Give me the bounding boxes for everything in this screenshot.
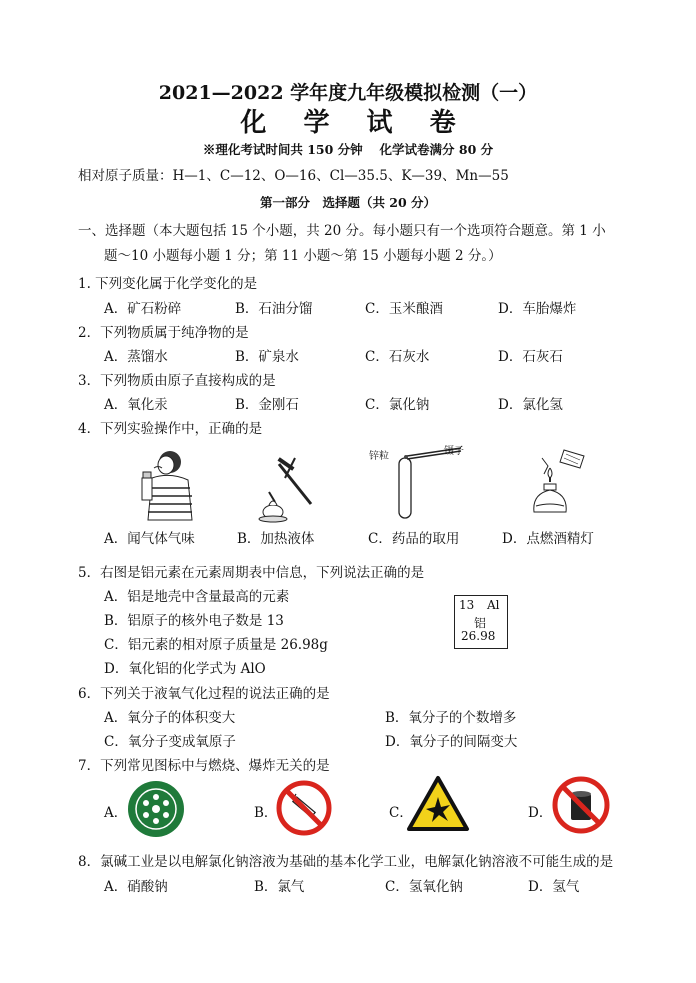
q3-option-a: A．氧化汞 [104,397,168,413]
q3-option-d: D．氯化氢 [498,397,563,413]
atomic-number: 13 [459,598,475,612]
q2-stem: 2．下列物质属于纯净物的是 [78,325,249,341]
q4-stem: 4．下列实验操作中，正确的是 [78,421,263,437]
q8-option-d: D．氢气 [528,879,580,895]
q4-option-b: B．加热液体 [237,531,315,547]
q1-stem: 1. 下列变化属于化学变化的是 [78,276,258,292]
q6-stem: 6．下列关于液氧气化过程的说法正确的是 [78,686,330,702]
heating-liquid-illustration [255,456,327,524]
q8-option-a: A．硝酸钠 [104,879,168,895]
element-symbol: Al [487,598,500,612]
q6-option-d: D．氧分子的间隔变大 [385,734,518,750]
no-smoking-icon [276,780,332,836]
q7-option-c: C． [389,805,413,821]
atomic-mass: 26.98 [461,629,496,643]
element-name: 铝 [474,616,487,630]
aluminum-periodic-cell [454,595,508,649]
q5-option-a: A．铝是地壳中含量最高的元素 [104,589,290,605]
alcohol-lamp-illustration [520,446,592,518]
q6-option-c: C．氧分子变成氧原子 [104,734,236,750]
exam-subject: 化 学 试 卷 [240,108,470,138]
q5-stem: 5．右图是铝元素在元素周期表中信息，下列说法正确的是 [78,565,425,581]
q3-stem: 3．下列物质由原子直接构成的是 [78,373,276,389]
smelling-gas-illustration [130,448,200,520]
q8-stem: 8．氯碱工业是以电解氯化钠溶液为基础的基本化学工业，电解氯化钠溶液不可能生成的是 [78,854,614,870]
q7-option-a: A． [104,805,128,821]
exam-title: 2021—2022 学年度九年级模拟检测（一） [158,82,538,104]
q2-option-a: A．蒸馏水 [104,349,168,365]
q1-option-b: B．石油分馏 [235,301,313,317]
q2-option-d: D．石灰石 [498,349,563,365]
q3-option-b: B．金刚石 [235,397,299,413]
instructions-line2: 题～10 小题每小题 1 分；第 11 小题～第 15 小题每小题 2 分。） [104,248,502,264]
atomic-mass-line: 相对原子质量：H—1、C—12、O—16、Cl—35.5、K—39、Mn—55 [78,168,509,184]
q8-option-c: C．氢氧化钠 [385,879,463,895]
q5-option-c: C．铝元素的相对原子质量是 26.98g [104,637,328,653]
q7-option-d: D． [528,805,553,821]
q2-option-b: B．矿泉水 [235,349,299,365]
green-label-logo-icon [127,780,185,838]
q3-option-c: C．氯化钠 [365,397,430,413]
q6-option-a: A．氧分子的体积变大 [104,710,236,726]
q5-option-b: B．铝原子的核外电子数是 13 [104,613,284,629]
q2-option-c: C．石灰水 [365,349,430,365]
time-note: ※理化考试时间共 150 分钟 化学试卷满分 80 分 [202,142,494,157]
q4-option-a: A．闻气体气味 [104,531,195,547]
q7-stem: 7．下列常见图标中与燃烧、爆炸无关的是 [78,758,330,774]
q1-option-c: C．玉米酿酒 [365,301,443,317]
q8-option-b: B．氯气 [254,879,305,895]
explosive-warning-icon [406,775,470,833]
q1-option-d: D．车胎爆炸 [498,301,577,317]
tweezers-label: 镊子 [444,446,464,457]
q4-option-c: C．药品的取用 [368,531,460,547]
q4-option-d: D．点燃酒精灯 [502,531,594,547]
q1-option-a: A．矿石粉碎 [104,301,182,317]
zinc-label: 锌粒 [369,451,389,462]
q6-option-b: B．氧分子的个数增多 [385,710,517,726]
no-flammables-icon [552,776,610,834]
part1-heading: 第一部分 选择题（共 20 分） [259,195,437,210]
instructions-line1: 一、选择题（本大题包括 15 个小题，共 20 分。每小题只有一个选项符合题意。第 1 小 [78,223,606,239]
q5-option-d: D．氧化铝的化学式为 AlO [104,661,266,677]
q7-option-b: B． [254,805,278,821]
